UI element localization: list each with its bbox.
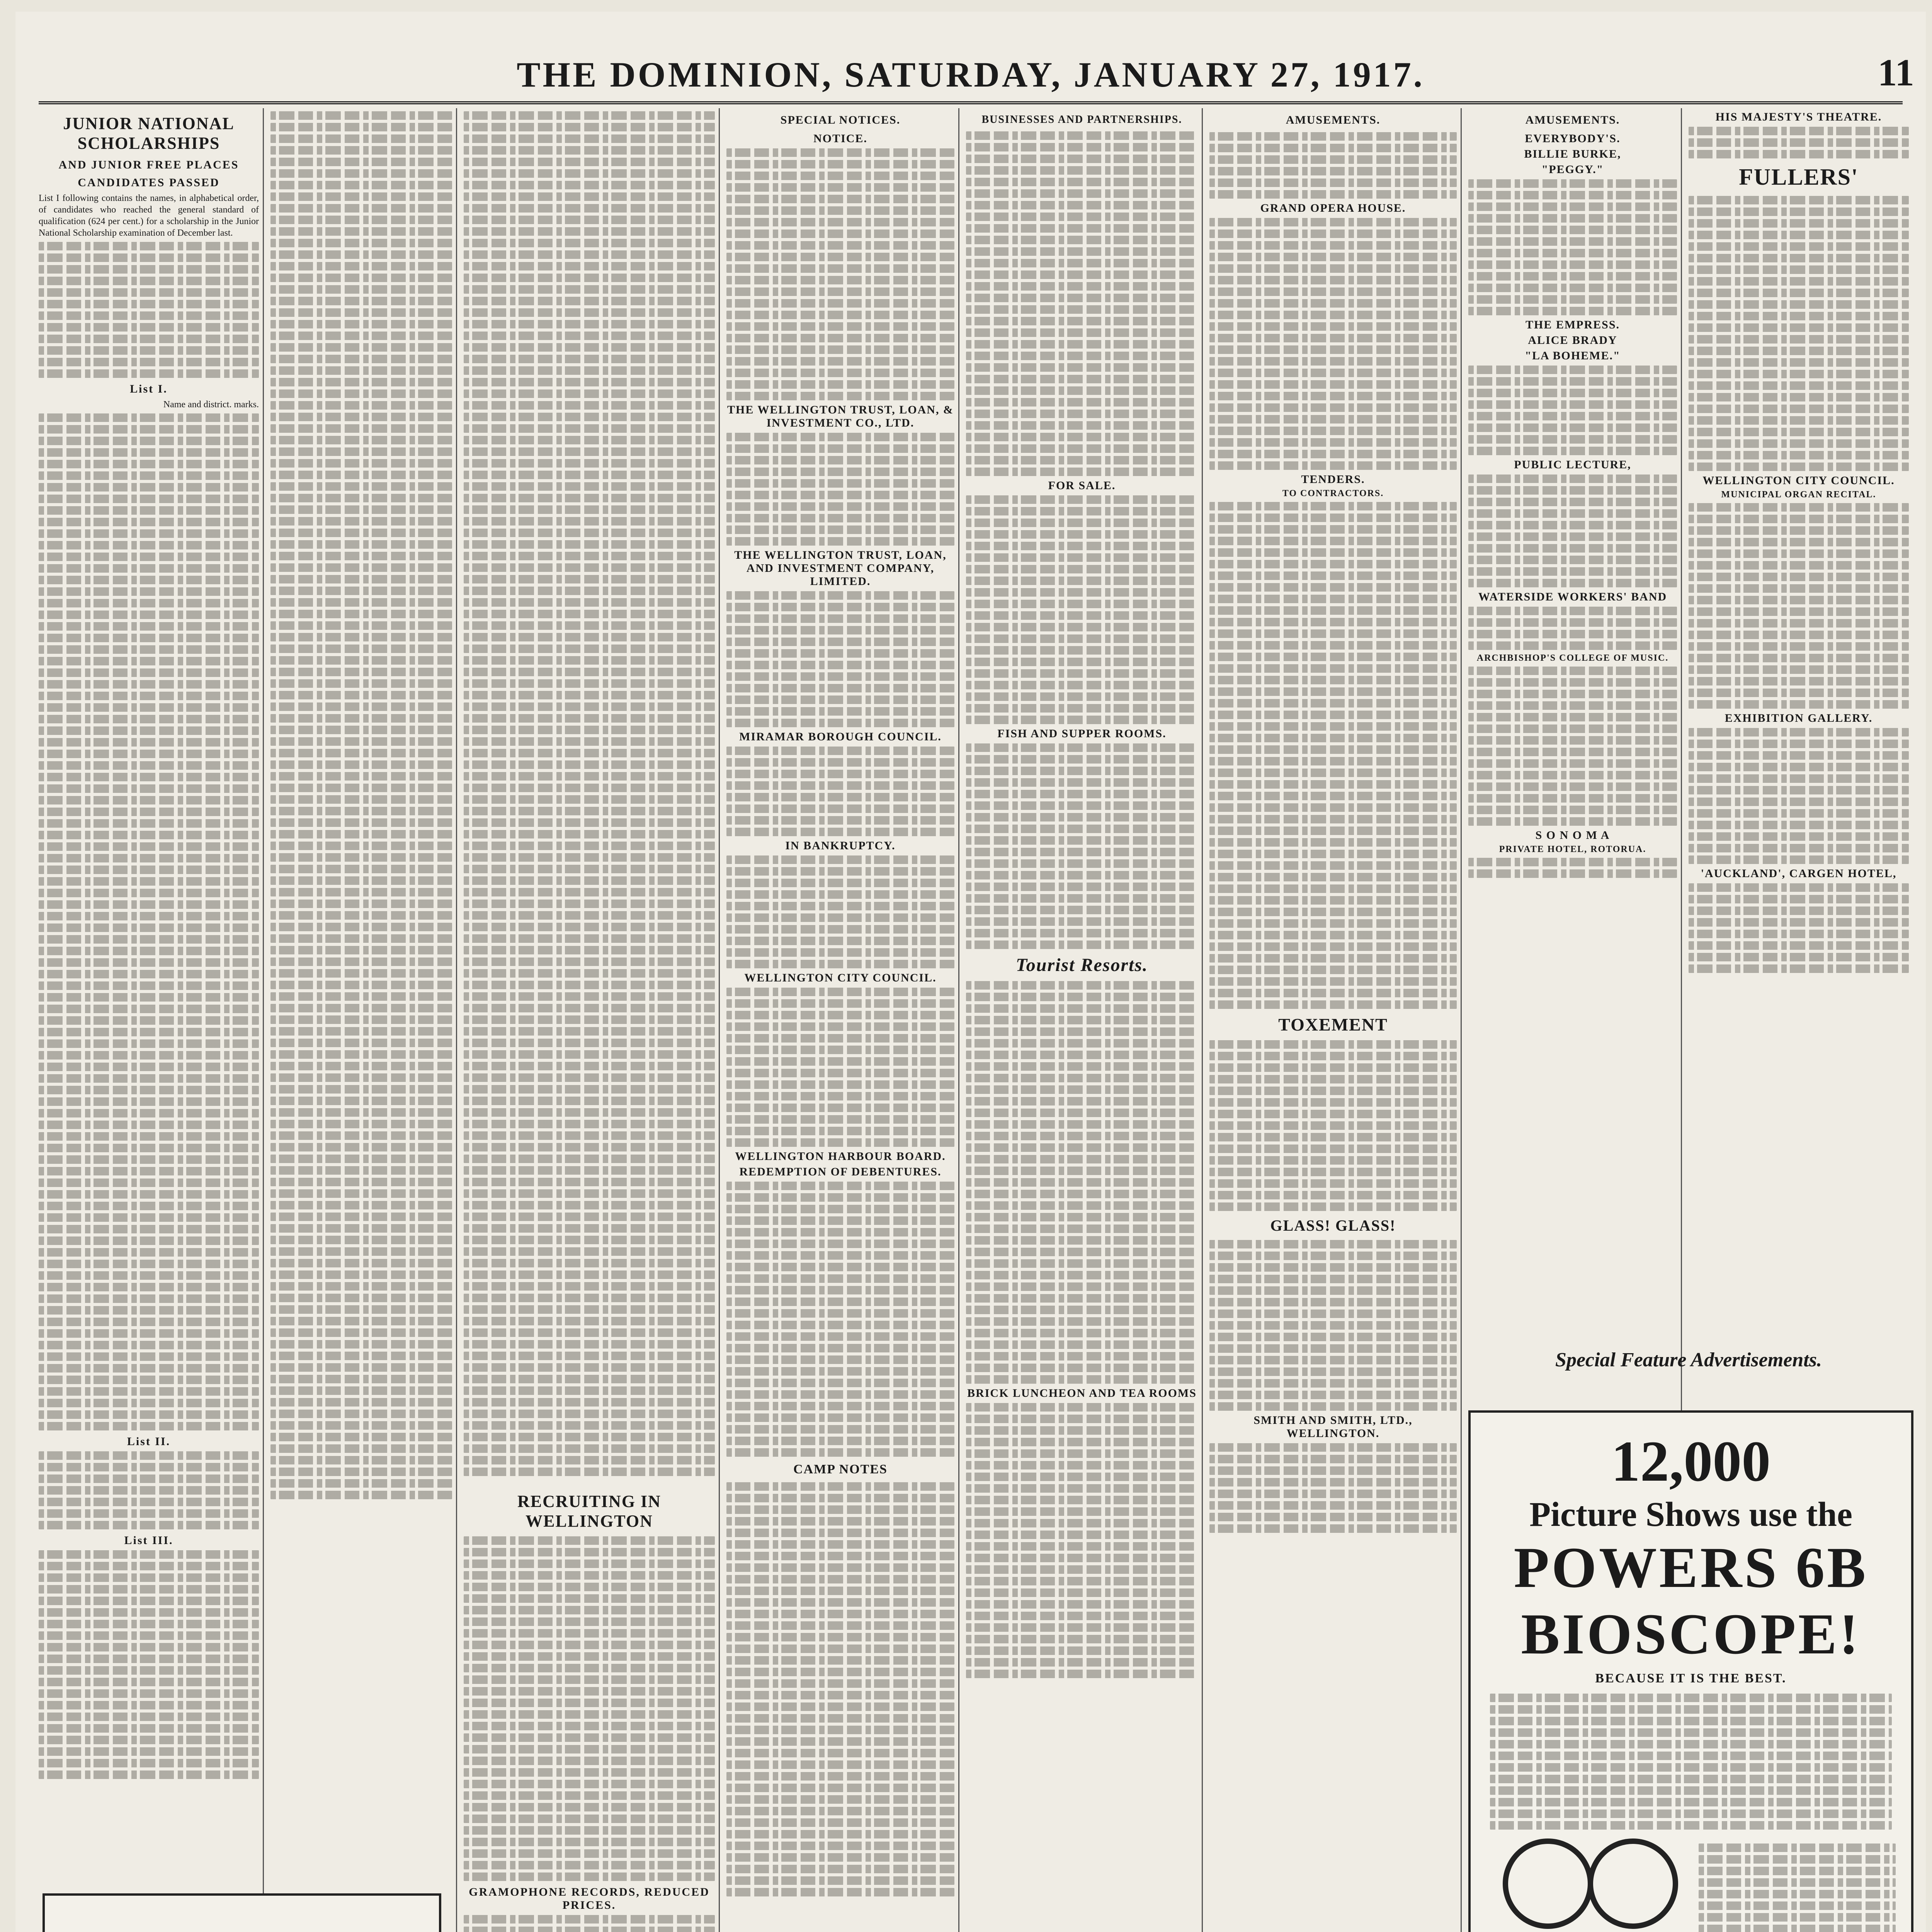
name-list [39,1550,259,1779]
notice-heading: MUNICIPAL ORGAN RECITAL. [1721,490,1876,500]
kodak-advertisement [43,1893,441,1932]
notice-heading: EXHIBITION GALLERY. [1725,712,1873,724]
notice-heading: WELLINGTON HARBOUR BOARD. [735,1150,946,1163]
notice-heading: WELLINGTON CITY COUNCIL. [1702,474,1895,487]
column-businesses [966,108,1198,1932]
camera-icon [45,1896,434,1932]
powers-count: 12,000 [1611,1429,1771,1493]
notice-heading: TO CONTRACTORS. [1282,488,1384,498]
notice-heading: HIS MAJESTY'S THEATRE. [1715,111,1882,123]
notice-heading: THE WELLINGTON TRUST, LOAN, & INVESTMENT CO., LTD. [727,403,954,429]
text-block [966,743,1198,949]
text-block [1689,127,1909,158]
notice-heading: FOR SALE. [1048,479,1116,492]
column-rule [456,108,457,1932]
notice-heading: NOTICE. [813,132,867,145]
text-block [464,1536,715,1881]
notice-heading: EVERYBODY'S. [1525,132,1621,145]
text-block [726,1482,954,1896]
subheading: AND JUNIOR FREE PLACES [58,158,239,171]
notice-heading: ALICE BRADY [1528,334,1617,347]
list-heading: List I. [130,383,168,395]
column-special-notices [726,108,954,1932]
notice-heading: "PEGGY." [1541,163,1604,176]
notice-heading: BRICK LUNCHEON AND TEA ROOMS [967,1387,1197,1400]
section-heading: GLASS! GLASS! [1270,1217,1396,1234]
text-block [270,111,452,1499]
powers-line1: Picture Shows use the [1529,1495,1852,1534]
notice-heading: FISH AND SUPPER ROOMS. [997,727,1167,740]
text-block [1468,474,1677,587]
column-amusements-2 [1468,108,1677,1345]
notice-heading: THE WELLINGTON TRUST, LOAN, AND INVESTMENT COMPANY, LIMITED. [734,549,947,588]
powers-body [1490,1694,1892,1830]
column-rule [1202,108,1203,1932]
text-block [966,495,1198,724]
section-heading: Tourist Resorts. [1015,955,1148,975]
list-heading: List III. [124,1534,173,1547]
name-list [39,413,259,1430]
section-heading: RECRUITING IN WELLINGTON [517,1492,661,1531]
page-number: 11 [1878,51,1914,94]
text-block [1468,858,1677,878]
section-heading: AMUSEMENTS. [1286,114,1381,126]
notice-heading: ARCHBISHOP'S COLLEGE OF MUSIC. [1476,653,1669,663]
powers-because: BECAUSE IT IS THE BEST. [1595,1671,1787,1685]
section-heading: JUNIOR NATIONAL SCHOLARSHIPS [63,114,235,153]
text-block [726,433,954,546]
name-list [39,1451,259,1529]
notice-heading: PUBLIC LECTURE, [1514,458,1631,471]
notice-heading: 'AUCKLAND', CARGEN HOTEL, [1701,867,1897,880]
list-heading: List II. [127,1435,171,1448]
masthead-title: THE DOMINION, SATURDAY, JANUARY 27, 1917. [517,55,1425,94]
text-block [726,1182,954,1457]
column-recruiting [464,108,715,1932]
text-block [1468,179,1677,315]
text-block [726,591,954,727]
notice-heading: WELLINGTON CITY COUNCIL. [744,971,937,984]
newspaper-page [15,12,1926,1932]
projector-icon [1486,1837,1687,1932]
notice-heading: REDEMPTION OF DEBENTURES. [739,1165,942,1178]
notice-heading: WATERSIDE WORKERS' BAND [1478,590,1667,603]
column-names-continued [270,108,452,1886]
text-block [1209,218,1457,470]
masthead-rule [39,101,1903,104]
column-scholarships [39,108,259,1886]
notice-heading: IN BANKRUPTCY. [785,839,896,852]
text-block [464,111,715,1476]
text-block [1468,667,1677,826]
notice-heading: MIRAMAR BOROUGH COUNCIL. [739,730,942,743]
powers-product2: BIOSCOPE! [1521,1602,1861,1666]
text-block [966,981,1198,1384]
text-block [726,148,954,400]
text-block [1209,502,1457,1009]
notice-heading: SMITH AND SMITH, LTD., WELLINGTON. [1253,1414,1413,1440]
text-block [966,131,1198,476]
intro-text: List I following contains the names, in alphabetical order, of candidates who reached the general standard of qualification (624 per cent.) for a scholarship in the Junior National Scholarship examination of December last. [39,193,259,238]
section-heading: SPECIAL NOTICES. [780,114,901,126]
notice-heading: THE EMPRESS. [1525,318,1620,331]
subheading: CANDIDATES PASSED [78,176,220,189]
text-block [1689,883,1909,973]
text-block [39,242,259,378]
column-rule [1461,108,1462,1932]
text-block [1689,728,1909,864]
notice-heading: "LA BOHEME." [1525,349,1621,362]
column-amusements [1209,108,1457,1932]
list-columns: Name and district. marks. [163,400,259,410]
text-block [726,855,954,968]
text-block [1209,1240,1457,1411]
notice-heading: PRIVATE HOTEL, ROTORUA. [1499,844,1646,854]
masthead [15,12,1926,104]
powers-product: POWERS 6B [1514,1536,1868,1600]
special-feature-heading: Special Feature Advertisements. [1555,1349,1822,1371]
text-block [726,747,954,836]
section-heading: TOXEMENT [1278,1015,1388,1034]
notice-heading: BILLIE BURKE, [1524,148,1621,160]
text-block [726,988,954,1147]
text-block [1689,196,1909,471]
text-block [1209,1443,1457,1533]
subheading: GRAMOPHONE RECORDS, REDUCED PRICES. [469,1886,710,1912]
powers-body [1699,1840,1896,1932]
section-heading: CAMP NOTES [793,1462,888,1476]
section-heading: AMUSEMENTS. [1525,114,1620,126]
section-heading: BUSINESSES AND PARTNERSHIPS. [981,114,1182,126]
text-block [464,1915,715,1932]
text-block [1468,366,1677,455]
text-block [1209,132,1457,199]
notice-heading: GRAND OPERA HOUSE. [1260,202,1406,214]
text-block [1689,503,1909,709]
column-rule [958,108,959,1932]
text-block [1468,607,1677,650]
column-rule [263,108,264,1932]
text-block [966,1403,1198,1678]
text-block [1209,1040,1457,1211]
section-heading: FULLERS' [1739,164,1859,190]
notice-heading: S O N O M A [1535,829,1610,842]
column-theatre [1689,108,1909,1345]
powers-bioscope-advertisement [1468,1410,1913,1932]
notice-heading: TENDERS. [1301,473,1365,486]
column-rule [719,108,720,1932]
